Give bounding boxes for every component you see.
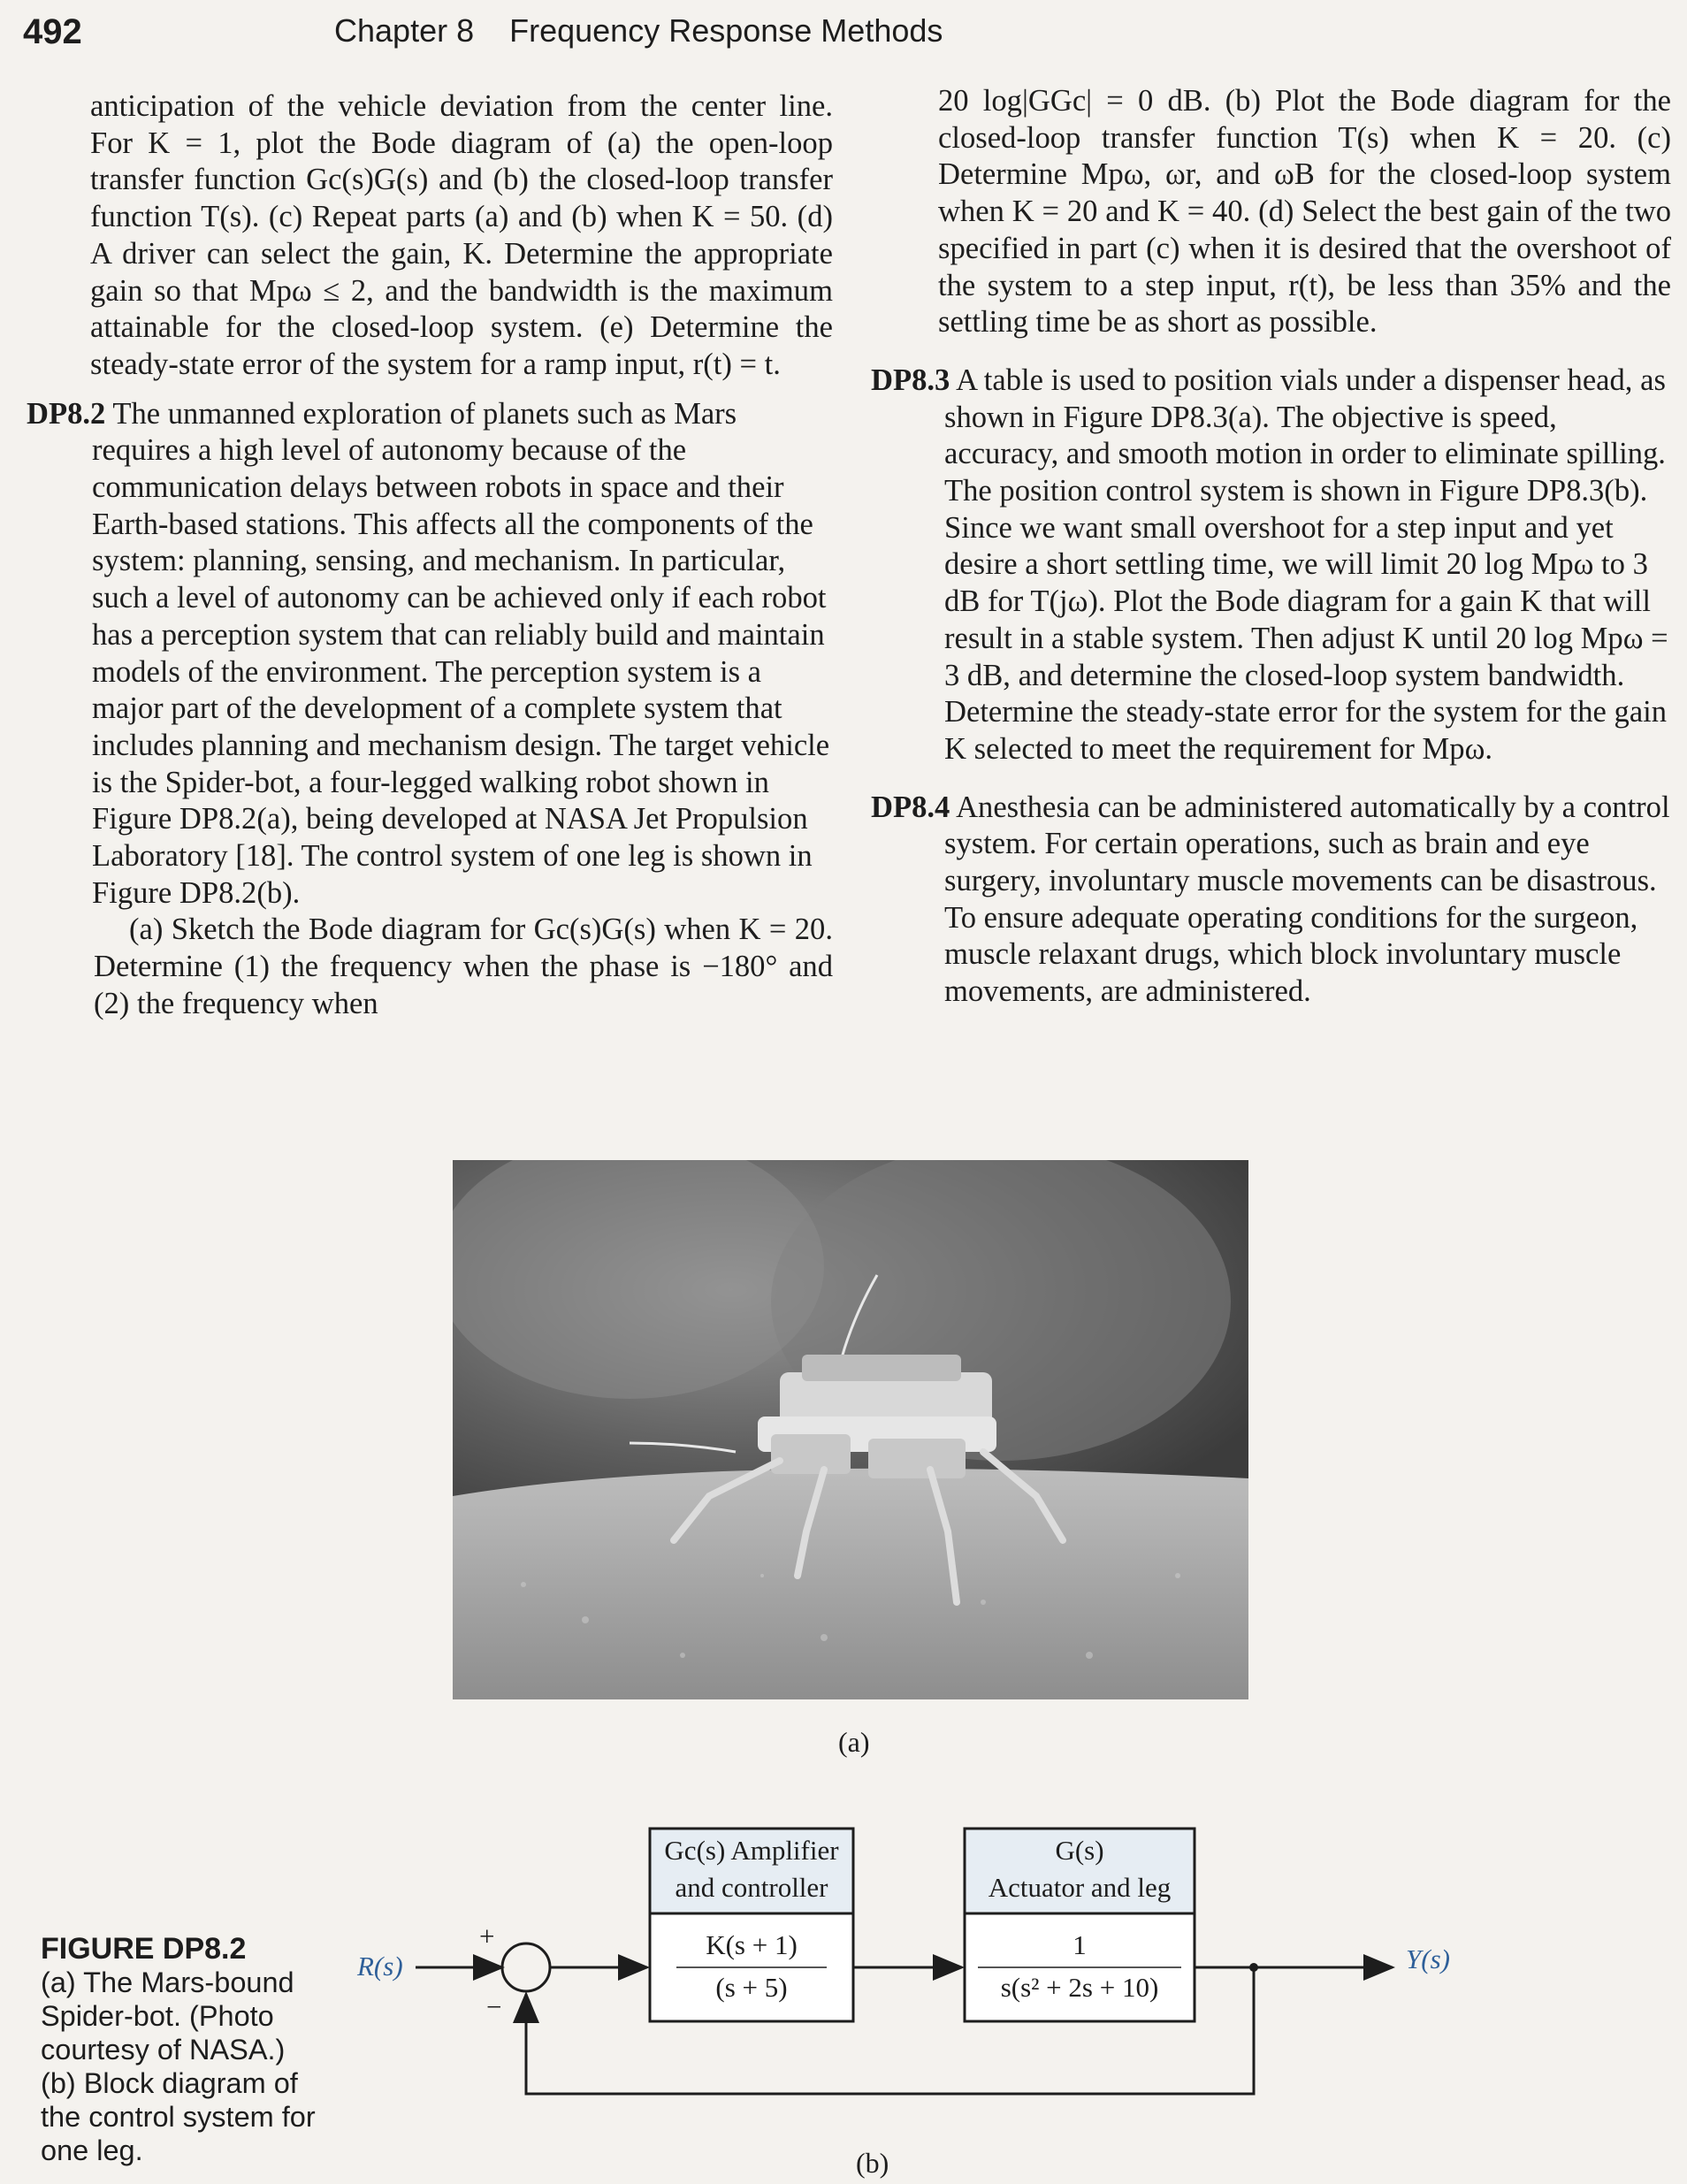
input-label: R(s) — [357, 1951, 403, 1982]
problem-text: Anesthesia can be administered automatically by a control system. For certain operations, such as brain and eye surgery, involuntary muscle movements can be disastrous. To ensure adequate operating conditions for the surgeon, muscle relaxant drugs, which block involuntary muscle movements, are administered. — [944, 790, 1670, 1009]
running-head — [334, 12, 943, 50]
right-column — [871, 83, 1671, 1011]
continued-paragraph-right: 20 log|GGc| = 0 dB. (b) Plot the Bode diagram for the closed-loop transfer function T(s) when K = 20. (c) Determine Mpω, ωr, and ωB for the closed-loop system when K = 20 and K = 40. (d) Select the best gain of the two specified in part (c) when it is desired that the overshoot of the system to a step input, r(t), be less than 35% and the settling time be as short as possible. — [938, 84, 1671, 340]
problem-id: DP8.4 — [871, 790, 950, 824]
controller-title-line1: Gc(s) Amplifier — [664, 1835, 839, 1866]
figure-caption — [41, 1932, 324, 2167]
photo-illustration — [453, 1160, 1248, 1699]
summing-junction — [502, 1943, 550, 1991]
controller-title — [650, 1832, 853, 1906]
problem-dp8-4 — [871, 790, 1671, 1011]
problem-dp8-2 — [27, 396, 833, 913]
controller-denominator: (s + 5) — [715, 1972, 788, 2003]
output-label: Y(s) — [1406, 1943, 1450, 1974]
photo-caption: (a) — [838, 1726, 870, 1758]
block-diagram — [336, 1821, 1485, 2113]
plant-numerator: 1 — [1073, 1929, 1087, 1960]
continued-paragraph: anticipation of the vehicle deviation from the center line. For K = 1, plot the Bode diagram of (a) the open-loop transfer function Gc(s)G(s) and (b) the closed-loop transfer function T(s). (c) Repeat parts (a) and (b) when K = 50. (d) A driver can select the gain, K. Determine the appropriate gain so that Mpω ≤ 2, and the bandwidth is the maximum attainable for the closed-loop system. (e) Determine the steady-state error of the system for a ramp input, r(t) = t. — [90, 89, 833, 381]
plant-denominator: s(s² + 2s + 10) — [1000, 1972, 1159, 2003]
problem-part-a: (a) Sketch the Bode diagram for Gc(s)G(s) when K = 20. Determine (1) the frequency when the phase is −180° and (2) the frequency when — [94, 913, 833, 1020]
minus-sign: − — [486, 1991, 502, 2022]
page-number: 492 — [23, 12, 82, 51]
problem-id: DP8.2 — [27, 396, 106, 431]
plant-title-line2: Actuator and leg — [988, 1872, 1172, 1903]
spider-bot-photo — [453, 1160, 1248, 1699]
problem-id: DP8.3 — [871, 363, 950, 397]
controller-title-line2: and controller — [675, 1872, 828, 1903]
left-column — [27, 88, 833, 1023]
problem-dp8-3 — [871, 363, 1671, 768]
section-title: Frequency Response Methods — [509, 12, 943, 49]
pickoff-point — [1249, 1963, 1258, 1972]
figure-label: FIGURE DP8.2 — [41, 1932, 247, 1966]
figure-caption-text: (a) The Mars-bound Spider-bot. (Photo courtesy of NASA.) (b) Block diagram of the control system for one leg. — [41, 1966, 316, 2166]
diagram-caption: (b) — [856, 2147, 889, 2179]
plant-title — [965, 1832, 1195, 1906]
chapter-label: Chapter 8 — [334, 12, 475, 49]
controller-numerator: K(s + 1) — [706, 1929, 798, 1960]
plant-title-line1: G(s) — [1055, 1835, 1104, 1866]
problem-text: The unmanned exploration of planets such as Mars requires a high level of autonomy because of the communication delays between robots in space and their Earth-based stations. This affects all the components of the system: planning, sensing, and mechanism. In particular, such a level of autonomy can be achieved only if each robot has a perception system that can reliably build and maintain models of the environment. The perception system is a major part of the development of a complete system that includes planning and mechanism design. The target vehicle is the Spider-bot, a four-legged walking robot shown in Figure DP8.2(a), being developed at NASA Jet Propulsion Laboratory [18]. The control system of one leg is shown in Figure DP8.2(b). — [92, 396, 830, 910]
problem-text: A table is used to position vials under a dispenser head, as shown in Figure DP8.3(a). The objective is speed, accuracy, and smooth motion in order to eliminate spilling. The position control system is shown in Figure DP8.3(b). Since we want small overshoot for a step input and yet desire a short settling time, we will limit 20 log Mpω to 3 dB for T(jω). Plot the Bode diagram for a gain K that will result in a stable system. Then adjust K until 20 log Mpω = 3 dB, and determine the closed-loop system bandwidth. Determine the steady-state error for the system for the gain K selected to meet the requirement for Mpω. — [944, 363, 1668, 766]
block-diagram-lines — [336, 1821, 1485, 2113]
plus-sign: + — [479, 1921, 495, 1951]
